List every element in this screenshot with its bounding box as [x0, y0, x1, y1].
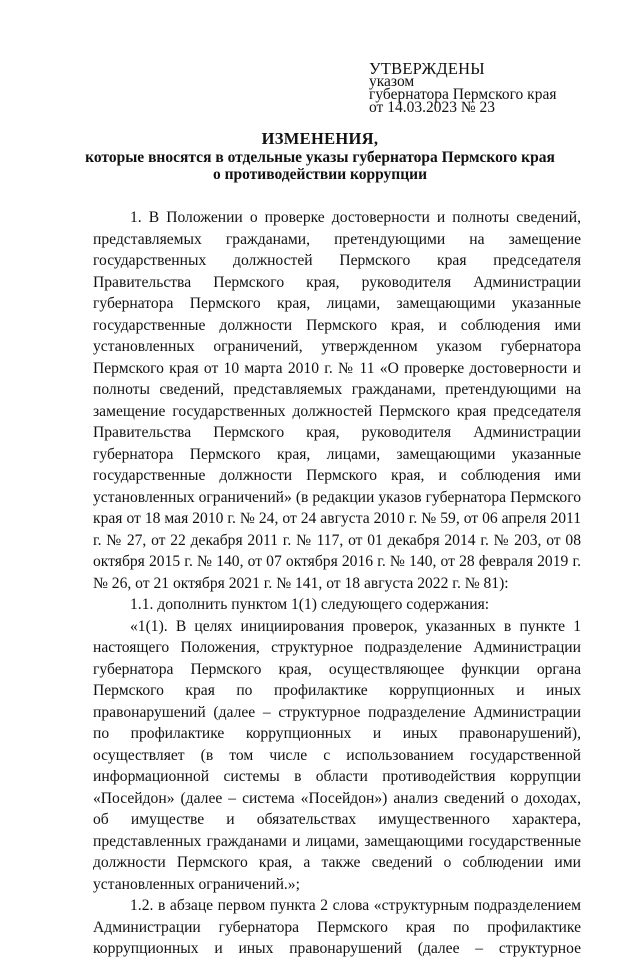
document-body	[93, 207, 581, 960]
paragraph-item-1: 1. В Положении о проверке достоверности и полноты сведений, представляемых гражданами, претендующими на замещение государственных должностей Пермского края председателя Правительства Пермского края, руководителя Администрации губернатора Пермского края, лицами, замещающими указанные государственные должности Пермского края, и соблюдения ими установленных ограничений, утвержденном указом губернатора Пермского края от 10 марта 2010 г. № 11 «О проверке достоверности и полноты сведений, представляемых гражданами, претендующими на замещение государственных должностей Пермского края председателя Правительства Пермского края, руководителя Администрации губернатора Пермского края, лицами, замещающими указанные государственные должности Пермского края, и соблюдения ими установленных ограничений» (в редакции указов губернатора Пермского края от 18 мая 2010 г. № 24, от 24 августа 2010 г. № 59, от 06 апреля 2011 г. № 27, от 22 декабря 2011 г. № 117, от 01 декабря 2014 г. № 203, от 08 октября 2015 г. № 140, от 07 октября 2016 г. № 140, от 28 февраля 2019 г. № 26, от 21 октября 2021 г. № 141, от 18 августа 2022 г. № 81):	[93, 209, 581, 592]
title-subtitle-line2: о противодействии коррупции	[212, 166, 428, 183]
approval-date-number: от 14.03.2023 № 23	[369, 99, 495, 116]
paragraph-item-1-1: 1.1. дополнить пунктом 1(1) следующего содержания:	[130, 596, 490, 613]
document-title	[0, 130, 640, 183]
paragraph-quoted-1-1: «1(1). В целях инициирования проверок, указанных в пункте 1 настоящего Положения, структурное подразделение Администрации губернатора Пермского края, осуществляющее функции органа Пермского края по профилактике коррупционных и иных правонарушений (далее – структурное подразделение Администрации по профилактике коррупционных и иных правонарушений), осуществляет (в том числе с использованием государственной информационной системы в области противодействия коррупции «Посейдон» (далее – система «Посейдон») анализ сведений о доходах, об имуществе и обязательствах имущественного характера, представленных гражданами и лицами, замещающими государственные должности Пермского края, а также сведений о соблюдении ими установленных ограничений.»;	[93, 617, 581, 893]
approval-heading: УТВЕРЖДЕНЫ	[369, 59, 485, 78]
title-main: ИЗМЕНЕНИЯ,	[261, 129, 379, 148]
approval-stamp	[369, 59, 557, 116]
approval-issuer: губернатора Пермского края	[369, 86, 557, 103]
approval-decree-type: указом	[369, 73, 415, 90]
paragraph-item-1-2: 1.2. в абзаце первом пункта 2 слова «структурным подразделением Администрации губернатора Пермского края по профилактике коррупционных и иных правонарушений (далее – структурное	[93, 897, 581, 957]
title-subtitle-line1: которые вносятся в отдельные указы губернатора Пермского края	[85, 149, 555, 166]
